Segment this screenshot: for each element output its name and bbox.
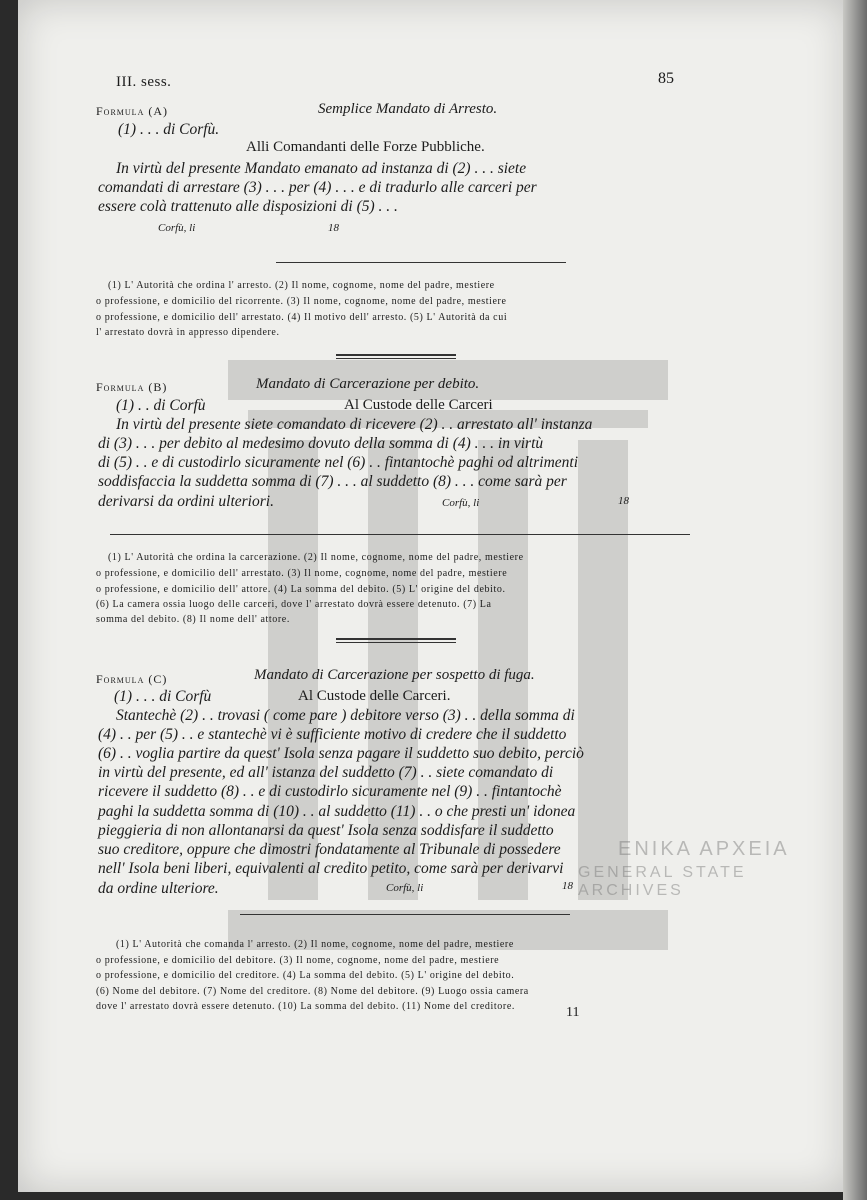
formula-c-origin: (1) . . . di Corfù: [114, 688, 212, 705]
formula-c-date-place: Corfù, li: [386, 882, 424, 894]
formula-b-body-line: di (3) . . . per debito al medesimo dovuto della somma di (4) . . . in virtù: [98, 435, 544, 452]
formula-a-note: o professione, e domicilio dell' arrestato. (4) Il motivo dell' arresto. (5) L' Autorità da cui: [96, 312, 508, 323]
formula-b-date-year: 18: [618, 495, 629, 507]
formula-a-body-line: essere colà trattenuto alle disposizioni di (5) . . .: [98, 198, 398, 215]
formula-b-note: somma del debito. (8) Il nome dell' attore.: [96, 614, 290, 625]
separator-rule: [276, 262, 566, 263]
running-head: III. sess.: [116, 74, 172, 90]
formula-c-addressee: Al Custode delle Carceri.: [298, 688, 451, 704]
formula-c-date-year: 18: [562, 880, 573, 892]
formula-b-addressee: Al Custode delle Carceri: [344, 397, 493, 413]
separator-rule: [336, 642, 456, 643]
formula-a-body-line: comandati di arrestare (3) . . . per (4) . . . e di tradurlo alle carceri per: [98, 179, 537, 196]
formula-b-body-line: di (5) . . e di custodirlo sicuramente nel (6) . . fintantochè paghi od altrimenti: [98, 454, 579, 471]
formula-a-note: l' arrestato dovrà in appresso dipendere.: [96, 327, 280, 338]
formula-c-body-line: Stantechè (2) . . trovasi ( come pare ) debitore verso (3) . . della somma di: [116, 707, 575, 724]
formula-c-title: Mandato di Carcerazione per sospetto di fuga.: [254, 667, 535, 683]
formula-b-note: (1) L' Autorità che ordina la carcerazione. (2) Il nome, cognome, nome del padre, mestiere: [108, 552, 524, 563]
formula-c-body-line: (4) . . per (5) . . e stantechè vi è sufficiente motivo di credere che il suddetto: [98, 726, 567, 743]
formula-a-note: (1) L' Autorità che ordina l' arresto. (2) Il nome, cognome, nome del padre, mestiere: [108, 280, 495, 291]
formula-c-note: o professione, e domicilio del debitore. (3) Il nome, cognome, nome del padre, mestiere: [96, 955, 500, 966]
formula-a-date-place: Corfù, li: [158, 222, 196, 234]
formula-c-body-line: ricevere il suddetto (8) . . e di custodirlo sicuramente nel (9) . . fintantochè: [98, 783, 562, 800]
formula-b-origin: (1) . . di Corfù: [116, 397, 206, 414]
formula-b-body-line: In virtù del presente siete comandato di ricevere (2) . . arrestato all' instanza: [116, 416, 593, 433]
formula-b-body-line: derivarsi da ordini ulteriori.: [98, 493, 274, 510]
formula-c-body-line: in virtù del presente, ed all' istanza del suddetto (7) . . siete comandato di: [98, 764, 554, 781]
formula-c-body-line: da ordine ulteriore.: [98, 880, 219, 897]
formula-c-note: (1) L' Autorità che comanda l' arresto. (2) Il nome, cognome, nome del padre, mestiere: [116, 939, 514, 950]
signature-mark: 11: [566, 1005, 580, 1020]
formula-b-note: o professione, e domicilio dell' arrestato. (3) Il nome, cognome, nome del padre, mestiere: [96, 568, 508, 579]
formula-b-date-place: Corfù, li: [442, 497, 480, 509]
formula-c-body-line: nell' Isola beni liberi, equivalenti al credito petito, come sarà per derivarvi: [98, 860, 564, 877]
separator-rule: [336, 358, 456, 359]
watermark-text-2: GENERAL STATE ARCHIVES: [578, 864, 747, 899]
formula-c-note: (6) Nome del debitore. (7) Nome del creditore. (8) Nome del debitore. (9) Luogo ossia camera: [96, 986, 529, 997]
separator-rule: [110, 534, 690, 535]
watermark-text-1: ENIKA APXEIA: [618, 838, 790, 860]
formula-b-body-line: soddisfaccia la suddetta somma di (7) . . . al suddetto (8) . . . come sarà per: [98, 473, 567, 490]
page-edge: [843, 0, 867, 1200]
formula-b-note: o professione, e domicilio dell' attore. (4) La somma del debito. (5) L' origine del debito.: [96, 584, 506, 595]
formula-c-label: Formula (C): [96, 672, 168, 686]
page-number: 85: [658, 70, 674, 87]
formula-c-body-line: (6) . . voglia partire da quest' Isola senza pagare il suddetto suo debito, perciò: [98, 745, 584, 762]
separator-rule: [336, 354, 456, 356]
formula-a-addressee: Alli Comandanti delle Forze Pubbliche.: [246, 139, 485, 155]
formula-b-title: Mandato di Carcerazione per debito.: [256, 376, 480, 392]
formula-b-label: Formula (B): [96, 380, 168, 394]
formula-c-note: dove l' arrestato dovrà essere detenuto. (10) La somma del debito. (11) Nome del creditore.: [96, 1001, 515, 1012]
formula-c-body-line: pieggieria di non allontanarsi da quest' Isola senza soddisfare il suddetto: [98, 822, 554, 839]
formula-a-note: o professione, e domicilio del ricorrente. (3) Il nome, cognome, nome del padre, mestiere: [96, 296, 507, 307]
separator-rule: [336, 638, 456, 640]
formula-c-body-line: paghi la suddetta somma di (10) . . al suddetto (11) . . o che presti un' idonea: [98, 803, 576, 820]
formula-a-title: Semplice Mandato di Arresto.: [318, 101, 498, 117]
formula-a-body-line: In virtù del presente Mandato emanato ad instanza di (2) . . . siete: [116, 160, 527, 177]
formula-b-note: (6) La camera ossia luogo delle carceri, dove l' arrestato dovrà essere detenuto. (7) La: [96, 599, 492, 610]
formula-c-body-line: suo creditore, oppure che dimostri fondatamente al Tribunale di possedere: [98, 841, 561, 858]
document-page: [18, 0, 846, 1192]
separator-rule: [240, 914, 570, 915]
formula-a-label: Formula (A): [96, 104, 168, 118]
formula-a-date-year: 18: [328, 222, 339, 234]
formula-c-note: o professione, e domicilio del creditore. (4) La somma del debito. (5) L' origine del debito.: [96, 970, 515, 981]
formula-a-origin: (1) . . . di Corfù.: [118, 121, 220, 138]
